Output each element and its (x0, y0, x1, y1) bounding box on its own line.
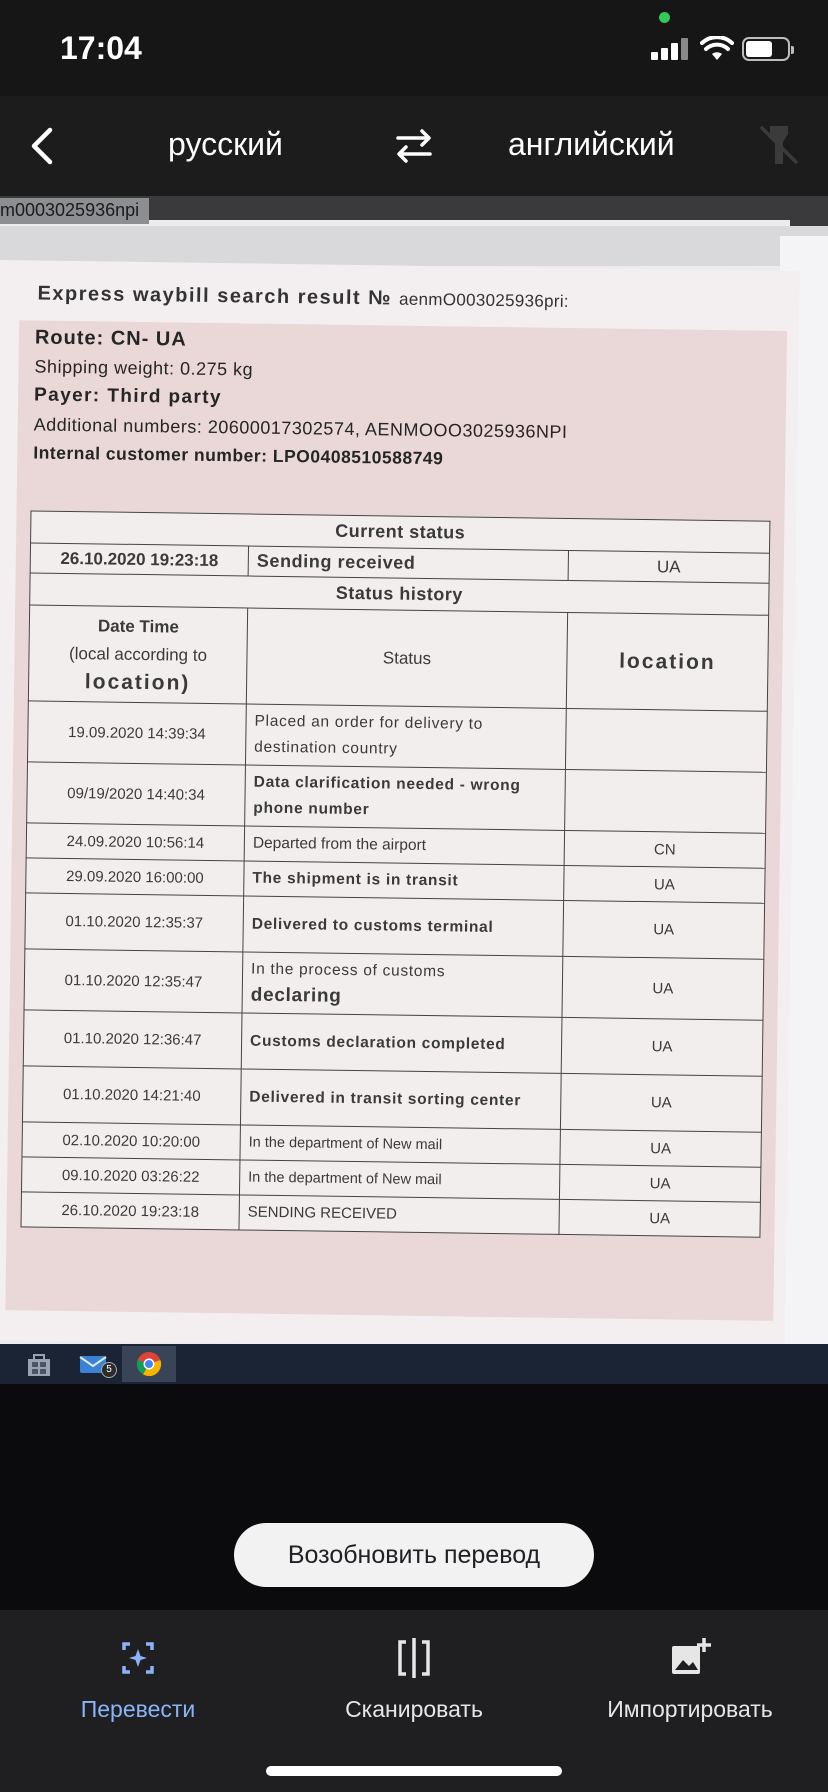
row-datetime: 26.10.2020 19:23:18 (21, 1192, 239, 1230)
row-location (565, 708, 767, 772)
table-row (27, 762, 767, 833)
current-status-value: Sending received (248, 546, 568, 580)
table-row (27, 701, 767, 772)
cellular-signal-icon (651, 38, 689, 60)
row-datetime: 02.10.2020 10:20:00 (22, 1122, 240, 1160)
row-status: The shipment is in transit (244, 861, 564, 900)
row-location: UA (563, 900, 765, 959)
table-row (25, 893, 765, 959)
row-datetime: 09/19/2020 14:40:34 (27, 762, 246, 826)
row-location: UA (564, 865, 765, 903)
row-status: Departed from the airport (244, 826, 564, 865)
resume-translation-button[interactable]: Возобновить перевод (234, 1523, 594, 1587)
wifi-icon (700, 36, 734, 62)
table-row (24, 949, 764, 1020)
current-status-title: Current status (31, 511, 770, 553)
row-location (565, 769, 767, 833)
bottom-navigation (0, 1610, 828, 1792)
column-date-line3: location) (84, 669, 191, 695)
current-status-datetime: 26.10.2020 19:23:18 (30, 543, 248, 576)
title-text: Express waybill search result (37, 282, 362, 310)
row-status: SENDING RECEIVED (239, 1195, 559, 1234)
row-status-part2: declaring (250, 984, 342, 1007)
status-table (20, 510, 770, 1237)
battery-icon (742, 37, 790, 61)
row-location: UA (562, 956, 764, 1020)
screen-strip (0, 226, 828, 266)
additional-numbers: Additional numbers: 20600017302574, AENMOOO3025936NPI (33, 414, 568, 442)
row-datetime: 24.09.2020 10:56:14 (26, 823, 244, 861)
mail-badge: 5 (101, 1362, 117, 1378)
payer: Payer: Third party (33, 384, 223, 409)
row-status: Delivered in transit sorting center (240, 1069, 561, 1129)
row-location: UA (559, 1199, 760, 1237)
shipping-weight: Shipping weight: 0.275 kg (34, 356, 254, 380)
column-date-header (28, 605, 247, 704)
tab-import[interactable] (552, 1626, 828, 1723)
internal-customer-number: Internal customer number: LPO0408510588749 (33, 442, 444, 469)
row-location: UA (560, 1129, 761, 1167)
source-language-selector[interactable]: русский (168, 126, 283, 162)
row-status: Data clarification needed - wrong phone number (245, 765, 566, 830)
camera-in-use-indicator (659, 12, 670, 23)
row-status (242, 952, 563, 1017)
table-row (22, 1066, 762, 1132)
tab-scan-label: Сканировать (345, 1696, 483, 1722)
tab-scan[interactable] (276, 1626, 552, 1723)
camera-viewfinder (0, 196, 828, 1610)
waybill-document (0, 260, 800, 1351)
current-status-location: UA (568, 550, 769, 583)
row-location: CN (564, 830, 765, 868)
row-datetime: 01.10.2020 12:35:37 (25, 893, 244, 952)
target-language-selector[interactable]: английский (508, 126, 675, 162)
column-date-line2: (local according to (68, 643, 208, 665)
row-location: UA (560, 1073, 762, 1132)
store-icon (24, 1350, 54, 1378)
history-columns-row (28, 605, 768, 711)
row-status: In the department of New mail (239, 1160, 559, 1199)
home-indicator[interactable] (266, 1766, 562, 1776)
column-location-header: location (566, 612, 768, 711)
row-status-part1: In the process of customs (251, 960, 446, 981)
back-icon[interactable] (20, 122, 68, 170)
translate-icon (116, 1636, 160, 1680)
waybill-details (5, 320, 787, 1321)
row-location: UA (561, 1017, 763, 1076)
row-datetime: 19.09.2020 14:39:34 (27, 701, 246, 765)
column-date-line1: Date Time (97, 615, 180, 637)
route: Route: CN- UA (34, 326, 187, 351)
row-datetime: 01.10.2020 12:36:47 (23, 1010, 242, 1069)
row-datetime: 09.10.2020 03:26:22 (21, 1157, 239, 1195)
row-datetime: 29.09.2020 16:00:00 (26, 858, 244, 896)
row-status: In the department of New mail (240, 1125, 560, 1164)
import-image-icon (668, 1636, 712, 1680)
table-row (23, 1010, 763, 1076)
row-status: Placed an order for delivery to destination country (245, 704, 566, 769)
clock: 17:04 (60, 30, 142, 66)
chrome-icon (134, 1350, 164, 1378)
row-status: Customs declaration completed (241, 1013, 562, 1073)
scan-icon (392, 1636, 436, 1680)
desktop-taskbar (0, 1344, 828, 1384)
swap-icon[interactable] (392, 126, 436, 166)
row-datetime: 01.10.2020 14:21:40 (22, 1066, 241, 1125)
browser-tab-label: m0003025936npi (0, 198, 149, 224)
column-status-header: Status (246, 608, 567, 708)
row-datetime: 01.10.2020 12:35:47 (24, 949, 243, 1013)
status-bar (0, 0, 828, 96)
status-history-title: Status history (30, 573, 769, 615)
row-status: Delivered to customs terminal (243, 896, 564, 956)
flash-off-icon[interactable] (758, 122, 800, 168)
row-location: UA (559, 1164, 760, 1202)
document-title (37, 283, 569, 313)
waybill-number: aenmO003025936pri: (398, 289, 570, 311)
tab-import-label: Импортировать (607, 1696, 773, 1722)
tab-translate-label: Перевести (80, 1696, 196, 1722)
tab-translate[interactable] (0, 1626, 276, 1723)
number-sign: № (368, 287, 393, 310)
translate-header (0, 96, 828, 196)
